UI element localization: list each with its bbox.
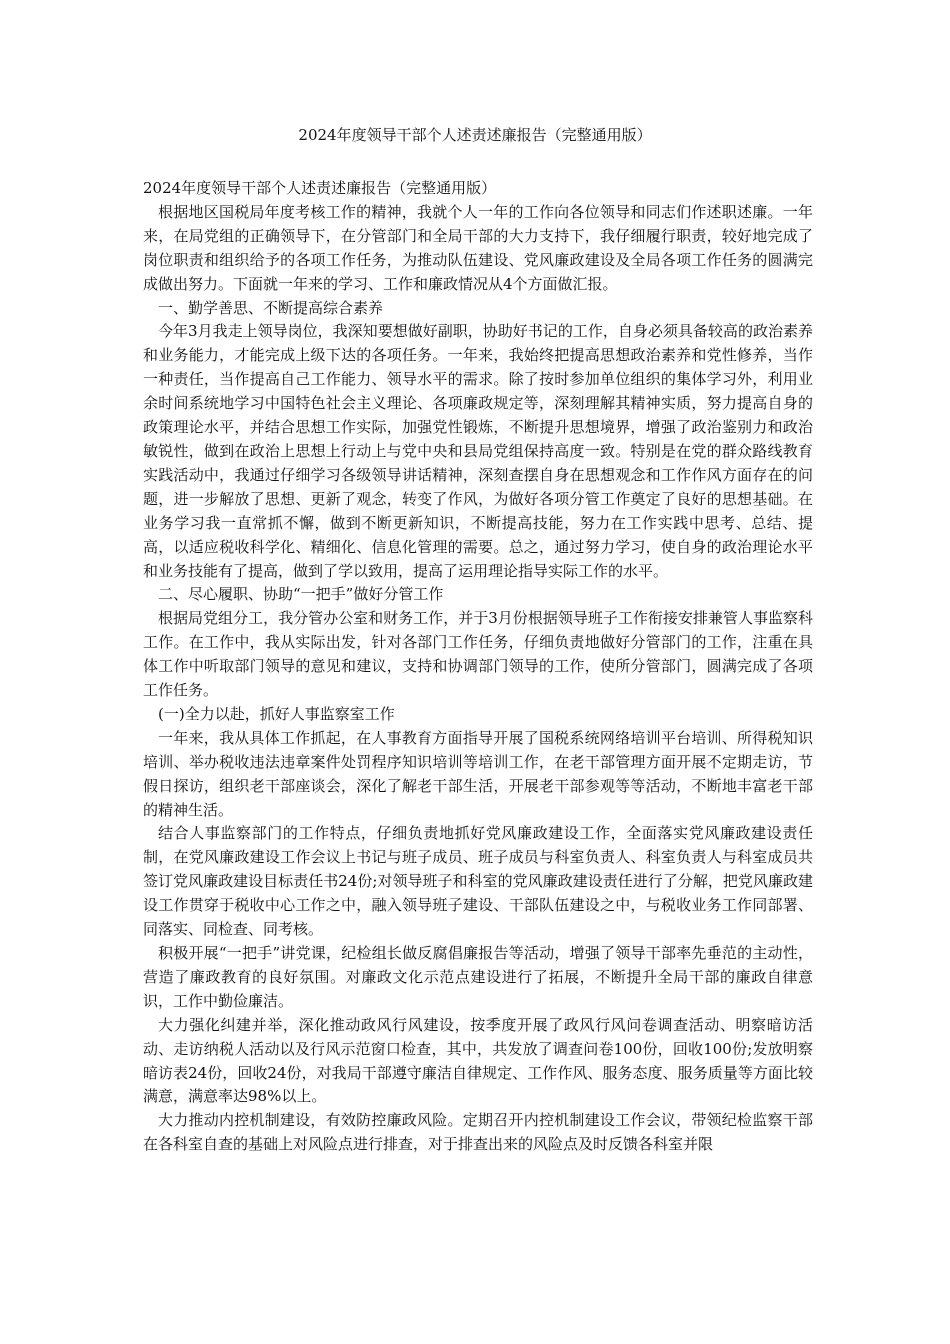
document-subtitle: 2024年度领导干部个人述责述廉报告（完整通用版）: [143, 179, 497, 197]
body-paragraph: 根据局党组分工，我分管办公室和财务工作，并于3月份根据领导班子工作衔接安排兼管人事监察科工作。在工作中，我从实际出发，针对各部门工作任务，仔细负责地做好分管部门的工作，注重在具体工作中听取部门领导的意见和建议，支持和协调部门领导的工作，使所分管部门，圆满完成了各项工作任务。: [143, 609, 813, 700]
section-heading: 一、勤学善思、不断提高综合素养: [158, 298, 384, 317]
body-paragraph: 一年来，我从具体工作抓起，在人事教育方面指导开展了国税系统网络培训平台培训、所得税知识培训、举办税收违法违章案件处罚程序知识培训等培训工作，在老干部管理方面开展不定期走访，节假日探访，组织老干部座谈会，深化了解老干部生活，开展老干部参观等等活动，不断地丰富老干部的精神生活。: [143, 728, 813, 819]
section-heading: 二、尽心履职、协助“一把手”做好分管工作: [158, 585, 444, 604]
body-paragraph: 根据地区国税局年度考核工作的精神，我就个人一年的工作向各位领导和同志们作述职述廉。一年来，在局党组的正确领导下，在分管部门和全局干部的大力支持下，我仔细履行职责，较好地完成了岗位职责和组织给予的各项工作任务，为推动队伍建设、党风廉政建设及全局各项工作任务的圆满完成做出努力。下面就一年来的学习、工作和廉政情况从4个方面做汇报。: [143, 202, 813, 293]
body-paragraph: 大力推动内控机制建设，有效防控廉政风险。定期召开内控机制建设工作会议，带领纪检监察干部在各科室自查的基础上对风险点进行排查，对于排查出来的风险点及时反馈各科室并限: [143, 1111, 813, 1154]
document-body: [143, 177, 813, 1157]
body-paragraph: 大力强化纠建并举，深化推动政风行风建设，按季度开展了政风行风问卷调查活动、明察暗访活动、走访纳税人活动以及行风示范窗口检查，其中，共发放了调查问卷100份，回收100份;发放明察暗访表24份，回收24份，对我局干部遵守廉洁自律规定、工作作风、服务态度、服务质量等方面比较满意，满意率达98%以上。: [143, 1015, 813, 1106]
body-paragraph: 积极开展“一把手”讲党课，纪检组长做反腐倡廉报告等活动，增强了领导干部率先垂范的主动性，营造了廉政教育的良好氛围。对廉政文化示范点建设进行了拓展，不断提升全局干部的廉政自律意识，工作中勤俭廉洁。: [143, 944, 813, 1010]
document-title: 2024年度领导干部个人述责述廉报告（完整通用版）: [298, 126, 652, 144]
body-paragraph: 今年3月我走上领导岗位，我深知要想做好副职，协助好书记的工作，自身必须具备较高的政治素养和业务能力，才能完成上级下达的各项任务。一年来，我始终把提高思想政治素养和党性修养，当作一种责任，当作提高自己工作能力、领导水平的需求。除了按时参加单位组织的集体学习外，利用业余时间系统地学习中国特色社会主义理论、各项廉政规定等，深刻理解其精神实质，努力提高自身的政策理论水平，并结合思想工作实际，加强党性锻炼，不断提升思想境界，增强了政治鉴别力和政治敏锐性，做到在政治上思想上行动上与党中央和县局党组保持高度一致。特别是在党的群众路线教育实践活动中，我通过仔细学习各级领导讲话精神，深刻查摆自身在思想观念和工作作风方面存在的问题，进一步解放了思想、更新了观念，转变了作风，为做好各项分管工作奠定了良好的思想基础。在业务学习我一直常抓不懈，做到不断更新知识，不断提高技能，努力在工作实践中思考、总结、提高，以适应税收科学化、精细化、信息化管理的需要。总之，通过努力学习，使自身的政治理论水平和业务技能有了提高，做到了学以致用，提高了运用理论指导实际工作的水平。: [143, 322, 813, 580]
body-paragraph: 结合人事监察部门的工作特点，仔细负责地抓好党风廉政建设工作，全面落实党风廉政建设责任制，在党风廉政建设工作会议上书记与班子成员、班子成员与科室负责人、科室负责人与科室成员共签订党风廉政建设目标责任书24份;对领导班子和科室的党风廉政建设责任进行了分解，把党风廉政建设工作贯穿于税收中心工作之中，融入领导班子建设、干部队伍建设之中，与税收业务工作同部署、同落实、同检查、同考核。: [143, 824, 813, 939]
section-heading: (一)全力以赴，抓好人事监察室工作: [158, 704, 395, 723]
